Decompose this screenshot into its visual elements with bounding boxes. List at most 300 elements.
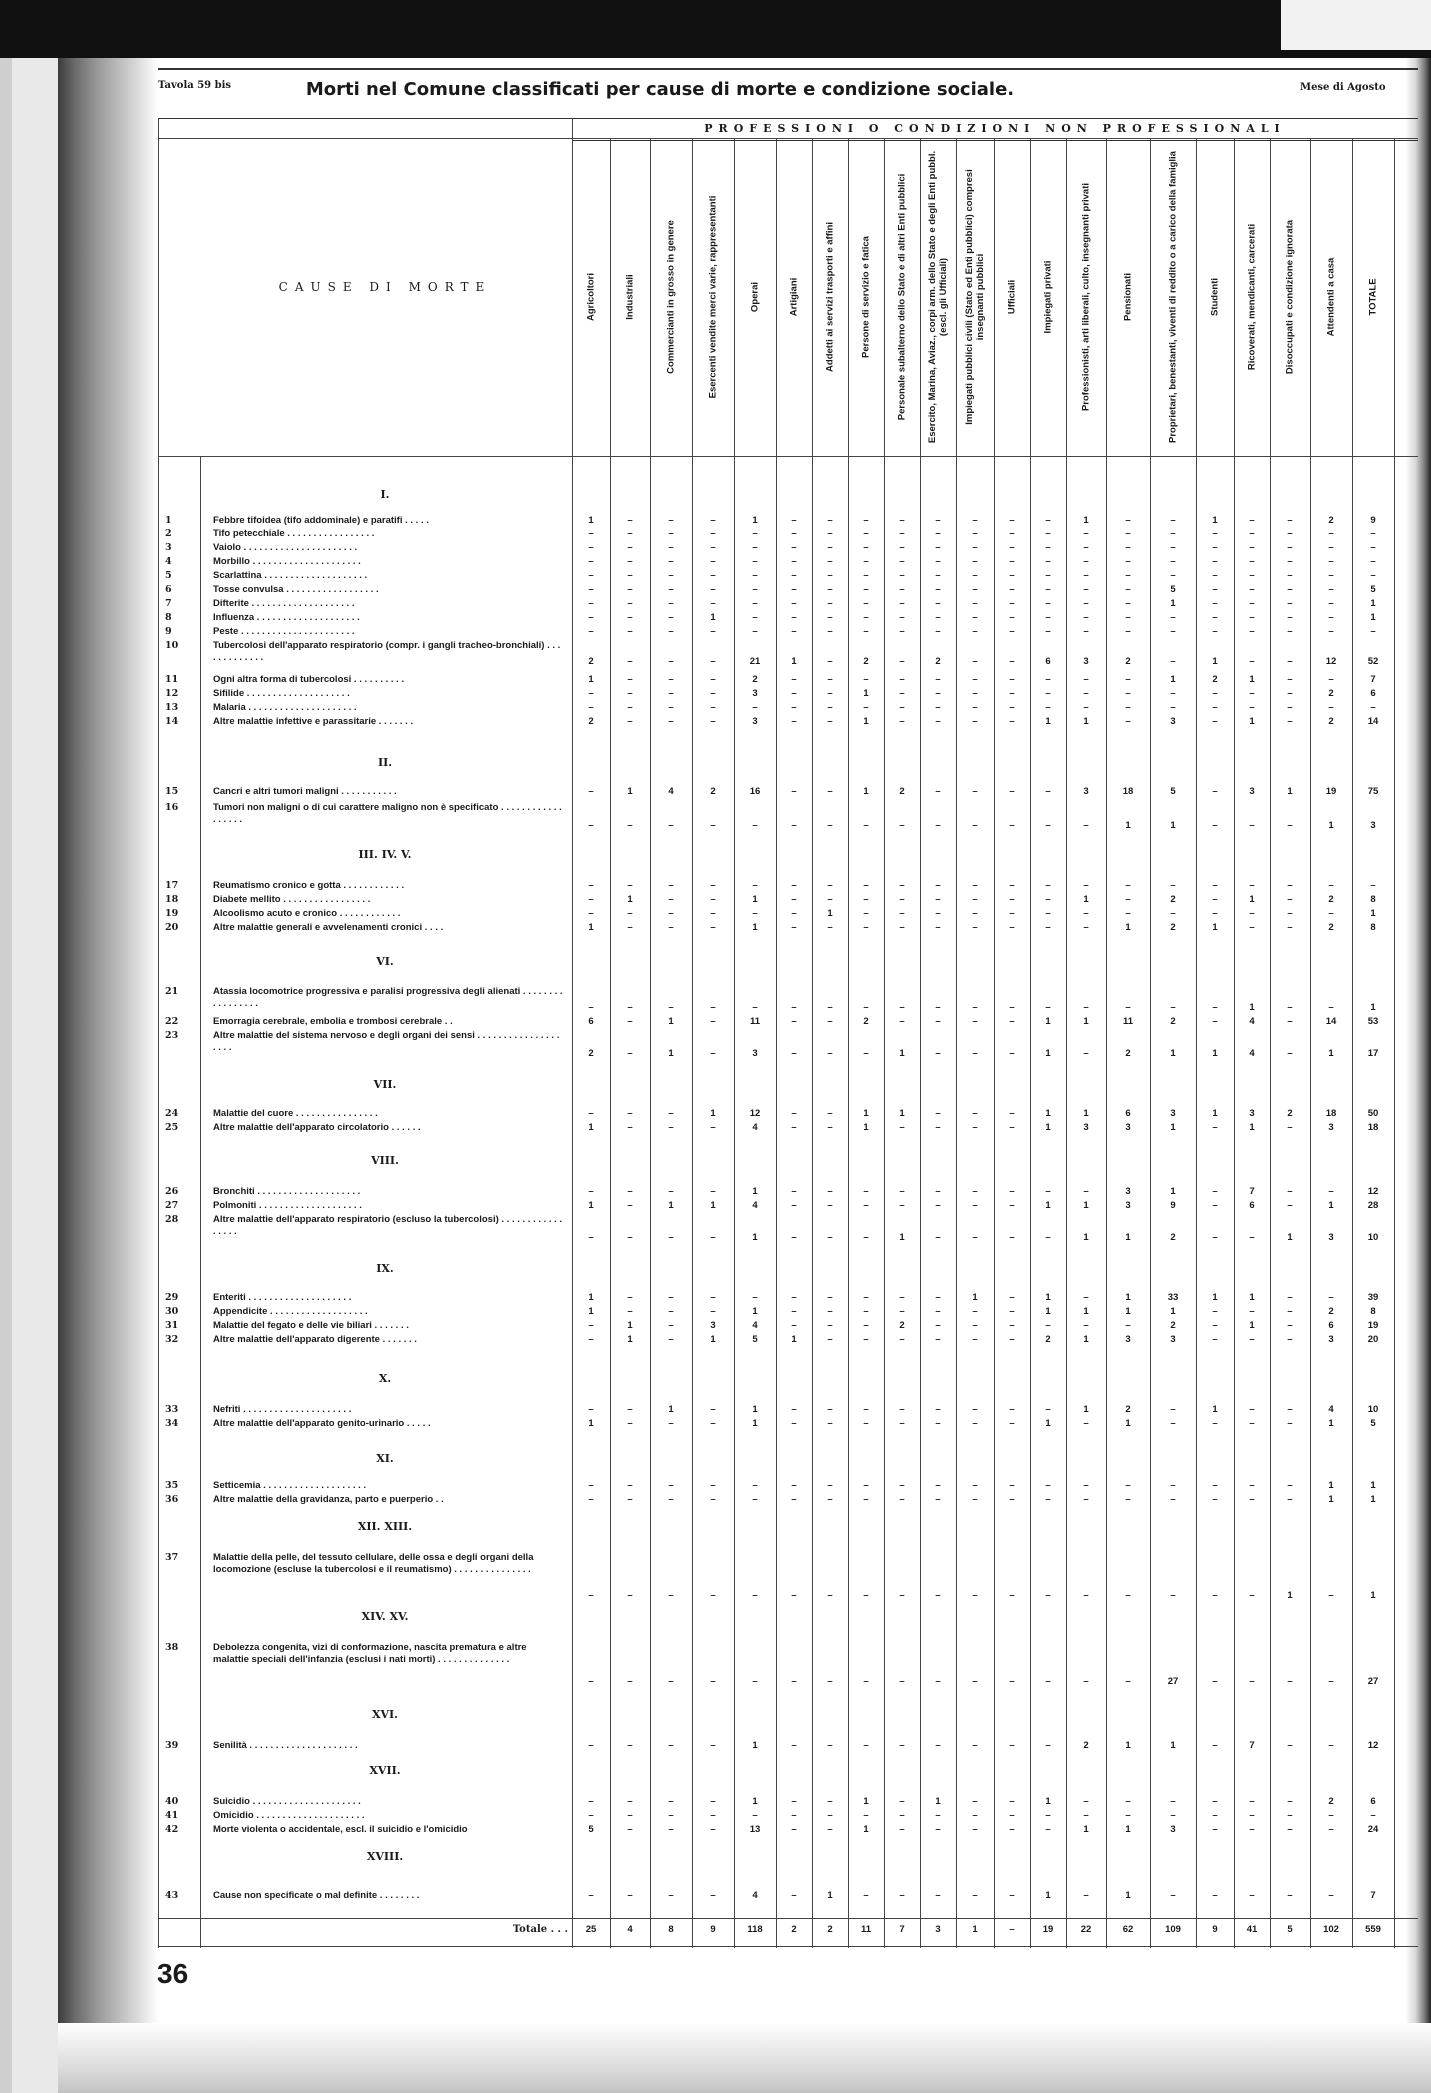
table-cell: – — [1249, 1810, 1255, 1821]
table-cell: – — [588, 1002, 594, 1013]
table-cell: – — [827, 702, 833, 713]
table-cell: 4 — [1328, 1404, 1334, 1415]
table-cell: – — [1170, 1494, 1176, 1505]
table-cell: – — [1083, 1002, 1089, 1013]
table-cell: 2 — [588, 716, 594, 727]
table-cell: – — [1328, 1824, 1334, 1835]
table-cell: – — [1045, 922, 1051, 933]
table-cell: 3 — [1328, 1232, 1334, 1243]
table-cell: – — [588, 1740, 594, 1751]
table-cell: 2 — [863, 656, 869, 667]
table-cell: – — [899, 1418, 905, 1429]
table-cell: – — [972, 1796, 978, 1807]
row-number: 33 — [165, 1404, 179, 1415]
table-cell: – — [668, 820, 674, 831]
table-cell: – — [1045, 556, 1051, 567]
table-cell: – — [935, 894, 941, 905]
table-cell: – — [1009, 570, 1015, 581]
table-cell: – — [1009, 716, 1015, 727]
table-cell: – — [863, 626, 869, 637]
table-cell: – — [1009, 584, 1015, 595]
table-cell: – — [627, 1494, 633, 1505]
table-cell: – — [899, 688, 905, 699]
table-cell: – — [899, 1494, 905, 1505]
table-cell: – — [1212, 1796, 1218, 1807]
cause-label: Difterite . . . . . . . . . . . . . . . . . . . . — [213, 598, 355, 609]
table-cell: – — [1009, 1200, 1015, 1211]
table-cell: – — [710, 1048, 716, 1059]
table-cell: – — [588, 528, 594, 539]
row-number: 38 — [165, 1642, 179, 1653]
table-cell: – — [899, 1122, 905, 1133]
table-cell: – — [1045, 688, 1051, 699]
table-cell: – — [935, 584, 941, 595]
table-cell: – — [1212, 626, 1218, 637]
table-cell: – — [1009, 515, 1015, 526]
table-cell: 7 — [1370, 1890, 1376, 1901]
table-cell: – — [627, 584, 633, 595]
total-cell: 11 — [860, 1924, 872, 1935]
table-cell: – — [710, 1186, 716, 1197]
table-cell: – — [935, 1200, 941, 1211]
table-cell: 3 — [1370, 820, 1376, 831]
cause-label: Tosse convulsa . . . . . . . . . . . . . . . . . . — [213, 584, 379, 595]
table-cell: – — [1212, 1590, 1218, 1601]
table-cell: 2 — [1045, 1334, 1051, 1345]
row-number: 1 — [165, 515, 172, 526]
cause-label: Malattie del cuore . . . . . . . . . . . . . . . . — [213, 1108, 378, 1119]
table-cell: – — [899, 716, 905, 727]
table-cell: – — [1287, 908, 1293, 919]
table-cell: – — [668, 556, 674, 567]
table-cell: – — [935, 1016, 941, 1027]
cause-label: Malattie del fegato e delle vie biliari . . . . . . . — [213, 1320, 409, 1331]
table-cell: 1 — [1125, 1418, 1131, 1429]
table-cell: – — [1083, 908, 1089, 919]
table-cell: – — [1370, 570, 1376, 581]
table-cell: 3 — [1083, 1122, 1089, 1133]
table-cell: 1 — [627, 1320, 633, 1331]
table-cell: – — [827, 1590, 833, 1601]
table-cell: – — [899, 1740, 905, 1751]
table-cell: 1 — [1045, 1306, 1051, 1317]
table-cell: 18 — [1325, 1108, 1337, 1119]
table-cell: 39 — [1367, 1292, 1379, 1303]
table-cell: 1 — [1083, 1108, 1089, 1119]
table-cell: 3 — [1125, 1186, 1131, 1197]
table-cell: – — [899, 1200, 905, 1211]
table-cell: – — [863, 1590, 869, 1601]
table-cell: – — [972, 656, 978, 667]
section-heading: XVI. — [371, 1708, 399, 1721]
table-cell: – — [752, 1480, 758, 1491]
table-cell: 1 — [1249, 894, 1255, 905]
table-cell: – — [1249, 626, 1255, 637]
table-cell: 3 — [1083, 656, 1089, 667]
table-cell: – — [588, 786, 594, 797]
table-cell: – — [1045, 612, 1051, 623]
row-number: 7 — [165, 598, 172, 609]
table-cell: – — [863, 542, 869, 553]
total-cell: 25 — [585, 1924, 597, 1935]
column-header-label: Ufficiali — [1006, 279, 1018, 315]
table-cell: – — [1287, 656, 1293, 667]
table-cell: – — [710, 1480, 716, 1491]
table-cell: – — [899, 1810, 905, 1821]
table-cell: – — [791, 894, 797, 905]
table-cell: – — [588, 598, 594, 609]
table-cell: 3 — [1249, 1108, 1255, 1119]
table-cell: – — [627, 1200, 633, 1211]
cause-label: Altre malattie della gravidanza, parto e puerperio . . — [213, 1494, 444, 1505]
table-cell: 1 — [588, 1306, 594, 1317]
table-cell: – — [935, 688, 941, 699]
table-cell: – — [588, 1186, 594, 1197]
table-cell: – — [791, 570, 797, 581]
table-cell: 1 — [627, 786, 633, 797]
table-cell: – — [588, 1108, 594, 1119]
table-cell: – — [1009, 894, 1015, 905]
table-cell: – — [752, 556, 758, 567]
table-cell: – — [627, 1824, 633, 1835]
table-cell: – — [668, 880, 674, 891]
table-cell: – — [863, 1480, 869, 1491]
table-cell: – — [1125, 612, 1131, 623]
table-cell: – — [668, 1002, 674, 1013]
row-number: 24 — [165, 1108, 179, 1119]
table-cell: – — [668, 674, 674, 685]
table-cell: – — [1125, 528, 1131, 539]
table-cell: – — [1009, 1334, 1015, 1345]
row-number: 12 — [165, 688, 179, 699]
column-header-bottom-rule — [158, 456, 1418, 457]
table-cell: – — [899, 1306, 905, 1317]
table-cell: – — [1083, 612, 1089, 623]
table-cell: – — [627, 1292, 633, 1303]
table-cell: 1 — [1083, 716, 1089, 727]
table-cell: – — [1125, 1002, 1131, 1013]
table-cell: 1 — [1125, 1306, 1131, 1317]
table-cell: – — [1287, 1890, 1293, 1901]
table-cell: – — [668, 612, 674, 623]
table-cell: 1 — [1170, 1740, 1176, 1751]
table-cell: – — [791, 1824, 797, 1835]
row-number: 3 — [165, 542, 172, 553]
table-cell: – — [935, 542, 941, 553]
table-cell: – — [1328, 908, 1334, 919]
table-cell: – — [1170, 702, 1176, 713]
table-cell: – — [627, 1890, 633, 1901]
table-cell: – — [588, 584, 594, 595]
table-cell: – — [1212, 820, 1218, 831]
table-cell: 1 — [1083, 1306, 1089, 1317]
table-cell: – — [899, 1292, 905, 1303]
table-cell: 3 — [1125, 1200, 1131, 1211]
table-cell: 1 — [752, 1232, 758, 1243]
table-cell: 1 — [752, 1186, 758, 1197]
cause-label: Cause non specificate o mal definite . . . . . . . . — [213, 1890, 420, 1901]
table-cell: – — [668, 1890, 674, 1901]
total-cell: 118 — [747, 1924, 763, 1935]
table-cell: – — [588, 880, 594, 891]
table-cell: – — [1212, 1676, 1218, 1687]
column-header — [610, 138, 650, 456]
table-cell: – — [863, 894, 869, 905]
table-cell: – — [863, 570, 869, 581]
table-cell: – — [627, 1418, 633, 1429]
table-cell: – — [827, 1824, 833, 1835]
table-cell: – — [710, 702, 716, 713]
scan-border-bottom — [58, 2023, 1431, 2093]
table-cell: – — [1170, 908, 1176, 919]
table-cell: – — [1125, 1590, 1131, 1601]
table-cell: – — [1009, 922, 1015, 933]
table-cell: – — [627, 1232, 633, 1243]
row-number: 40 — [165, 1796, 179, 1807]
table-cell: – — [827, 1016, 833, 1027]
table-cell: – — [972, 1232, 978, 1243]
table-cell: – — [827, 1740, 833, 1751]
table-cell: – — [935, 1676, 941, 1687]
table-cell: 1 — [1328, 1200, 1334, 1211]
table-cell: 1 — [627, 1334, 633, 1345]
column-header-label: Esercenti vendite merci varie, rappresentanti — [707, 195, 719, 399]
table-cell: – — [791, 820, 797, 831]
cause-label: Tifo petecchiale . . . . . . . . . . . . . . . . . — [213, 528, 375, 539]
total-cell: 62 — [1122, 1924, 1134, 1935]
table-cell: 2 — [1328, 922, 1334, 933]
table-cell: – — [1170, 688, 1176, 699]
table-cell: – — [588, 1494, 594, 1505]
table-cell: – — [710, 1002, 716, 1013]
table-cell: – — [1125, 1320, 1131, 1331]
table-cell: – — [827, 1418, 833, 1429]
page-title: Morti nel Comune classificati per cause di morte e condizione sociale. — [305, 79, 1015, 100]
table-cell: – — [1212, 1200, 1218, 1211]
table-cell: – — [791, 1002, 797, 1013]
section-heading: XVII. — [369, 1764, 401, 1777]
table-cell: – — [710, 515, 716, 526]
table-cell: – — [668, 1418, 674, 1429]
table-cell: – — [972, 820, 978, 831]
cause-label: Altre malattie del sistema nervoso e degli organi dei sensi . . . . . . . . . . . . . . . . . . . . — [213, 1030, 560, 1053]
table-cell: – — [1287, 674, 1293, 685]
table-cell: – — [752, 612, 758, 623]
table-cell: – — [972, 688, 978, 699]
table-cell: – — [827, 1494, 833, 1505]
table-cell: – — [827, 1810, 833, 1821]
table-cell: – — [627, 570, 633, 581]
column-header — [994, 138, 1030, 456]
table-cell: – — [1287, 1418, 1293, 1429]
table-cell: 12 — [1367, 1186, 1379, 1197]
table-cell: 1 — [752, 515, 758, 526]
table-cell: 1 — [1083, 1232, 1089, 1243]
table-cell: – — [935, 922, 941, 933]
column-header-label: Agricoltori — [585, 272, 597, 322]
table-cell: – — [1083, 556, 1089, 567]
row-number: 11 — [165, 674, 179, 685]
row-number: 20 — [165, 922, 179, 933]
column-header-label: Personale subalterno dello Stato e di altri Enti pubblici — [896, 173, 908, 421]
column-header — [848, 138, 884, 456]
table-cell: 75 — [1367, 786, 1379, 797]
table-cell: 1 — [1045, 1292, 1051, 1303]
table-cell: – — [1170, 1810, 1176, 1821]
table-cell: – — [1328, 1890, 1334, 1901]
table-cell: – — [1287, 880, 1293, 891]
table-cell: – — [588, 556, 594, 567]
table-cell: 10 — [1367, 1404, 1379, 1415]
table-cell: – — [627, 1796, 633, 1807]
table-cell: 4 — [752, 1122, 758, 1133]
table-cell: – — [791, 1186, 797, 1197]
table-cell: – — [827, 584, 833, 595]
table-cell: 3 — [1125, 1122, 1131, 1133]
table-cell: – — [1212, 1480, 1218, 1491]
column-header-label: Proprietari, benestanti, viventi di reddito o a carico della famiglia — [1167, 151, 1179, 443]
table-cell: – — [827, 1334, 833, 1345]
table-cell: – — [1125, 908, 1131, 919]
cause-label: Malattie della pelle, del tessuto cellulare, delle ossa e degli organi della locomozione (escluse la tubercolosi e il reumatismo) . . . . . . . . . . . . . . . — [213, 1552, 534, 1575]
table-cell: – — [863, 1320, 869, 1331]
table-cell: – — [1045, 1494, 1051, 1505]
table-cell: – — [827, 656, 833, 667]
cause-label: Sifilide . . . . . . . . . . . . . . . . . . . . — [213, 688, 350, 699]
table-cell: 1 — [710, 1108, 716, 1119]
table-cell: – — [1045, 598, 1051, 609]
table-cell: – — [627, 1404, 633, 1415]
total-cell: 109 — [1165, 1924, 1181, 1935]
table-cell: 6 — [1125, 1108, 1131, 1119]
scan-corner — [1281, 0, 1431, 50]
table-cell: – — [1045, 1186, 1051, 1197]
row-number: 6 — [165, 584, 172, 595]
row-number: 32 — [165, 1334, 179, 1345]
table-cell: – — [899, 922, 905, 933]
table-cell: – — [972, 1186, 978, 1197]
table-cell: – — [1328, 1676, 1334, 1687]
table-cell: 8 — [1370, 1306, 1376, 1317]
table-cell: – — [1009, 1404, 1015, 1415]
table-cell: – — [1083, 688, 1089, 699]
table-cell: 2 — [1328, 1306, 1334, 1317]
table-cell: – — [863, 1002, 869, 1013]
table-cell: – — [588, 894, 594, 905]
table-cell: – — [1170, 880, 1176, 891]
total-cell: 102 — [1323, 1924, 1339, 1935]
table-cell: – — [1370, 528, 1376, 539]
table-cell: 2 — [1328, 1796, 1334, 1807]
table-cell: – — [791, 1048, 797, 1059]
table-cell: – — [1009, 1676, 1015, 1687]
table-cell: – — [972, 1890, 978, 1901]
table-cell: – — [1083, 1480, 1089, 1491]
table-cell: 1 — [1328, 1418, 1334, 1429]
table-cell: 1 — [752, 1418, 758, 1429]
table-cell: – — [863, 515, 869, 526]
table-cell: 20 — [1367, 1334, 1379, 1345]
table-cell: – — [1170, 1890, 1176, 1901]
column-divider — [1394, 138, 1395, 1948]
table-cell: 6 — [588, 1016, 594, 1027]
table-cell: – — [668, 1108, 674, 1119]
table-cell: – — [1083, 1810, 1089, 1821]
table-cell: – — [827, 922, 833, 933]
table-cell: 3 — [1170, 1108, 1176, 1119]
table-cell: 1 — [1170, 674, 1176, 685]
table-cell: – — [972, 598, 978, 609]
column-header — [734, 138, 776, 456]
table-cell: 2 — [1170, 922, 1176, 933]
table-cell: 12 — [749, 1108, 761, 1119]
table-cell: – — [972, 908, 978, 919]
table-cell: 1 — [899, 1108, 905, 1119]
column-header-label: Industriali — [624, 274, 636, 320]
table-cell: 3 — [1083, 786, 1089, 797]
table-bottom-rule — [158, 1946, 1418, 1947]
table-cell: 2 — [588, 656, 594, 667]
table-cell: 1 — [588, 674, 594, 685]
table-cell: – — [1083, 1418, 1089, 1429]
table-cell: 1 — [1370, 612, 1376, 623]
table-cell: – — [827, 786, 833, 797]
table-cell: 1 — [1212, 922, 1218, 933]
column-header — [776, 138, 812, 456]
table-cell: – — [827, 626, 833, 637]
table-cell: – — [935, 1404, 941, 1415]
table-cell: – — [827, 1232, 833, 1243]
table-cell: – — [827, 1306, 833, 1317]
table-cell: – — [1083, 570, 1089, 581]
column-header-label: Esercito, Marina, Aviaz., corpi arm. dello Stato e degli Enti pubbl. (escl. gli Ufficiali) — [927, 150, 949, 444]
table-cell: – — [668, 570, 674, 581]
table-cell: – — [1212, 1824, 1218, 1835]
table-cell: 1 — [899, 1232, 905, 1243]
table-cell: – — [935, 570, 941, 581]
table-cell: – — [1249, 1824, 1255, 1835]
table-cell: – — [668, 1494, 674, 1505]
column-header — [956, 138, 994, 456]
table-cell: 1 — [1249, 1122, 1255, 1133]
table-cell: 1 — [972, 1292, 978, 1303]
table-cell: 27 — [1167, 1676, 1179, 1687]
table-cell: – — [1170, 1404, 1176, 1415]
table-cell: – — [863, 598, 869, 609]
table-cell: 4 — [752, 1890, 758, 1901]
row-number: 25 — [165, 1122, 179, 1133]
table-cell: 1 — [752, 1796, 758, 1807]
row-number: 4 — [165, 556, 172, 567]
table-cell: – — [627, 1676, 633, 1687]
table-cell: – — [668, 1676, 674, 1687]
table-cell: – — [1009, 612, 1015, 623]
table-cell: 1 — [863, 786, 869, 797]
table-cell: – — [827, 716, 833, 727]
table-cell: – — [1328, 674, 1334, 685]
table-cell: – — [863, 1418, 869, 1429]
row-number: 8 — [165, 612, 172, 623]
table-cell: – — [827, 1796, 833, 1807]
table-cell: – — [1287, 1810, 1293, 1821]
table-cell: – — [627, 702, 633, 713]
table-cell: – — [935, 1740, 941, 1751]
table-cell: – — [791, 1200, 797, 1211]
section-heading: II. — [377, 756, 393, 769]
table-cell: – — [972, 515, 978, 526]
cause-label: Bronchiti . . . . . . . . . . . . . . . . . . . . — [213, 1186, 361, 1197]
table-cell: – — [710, 922, 716, 933]
